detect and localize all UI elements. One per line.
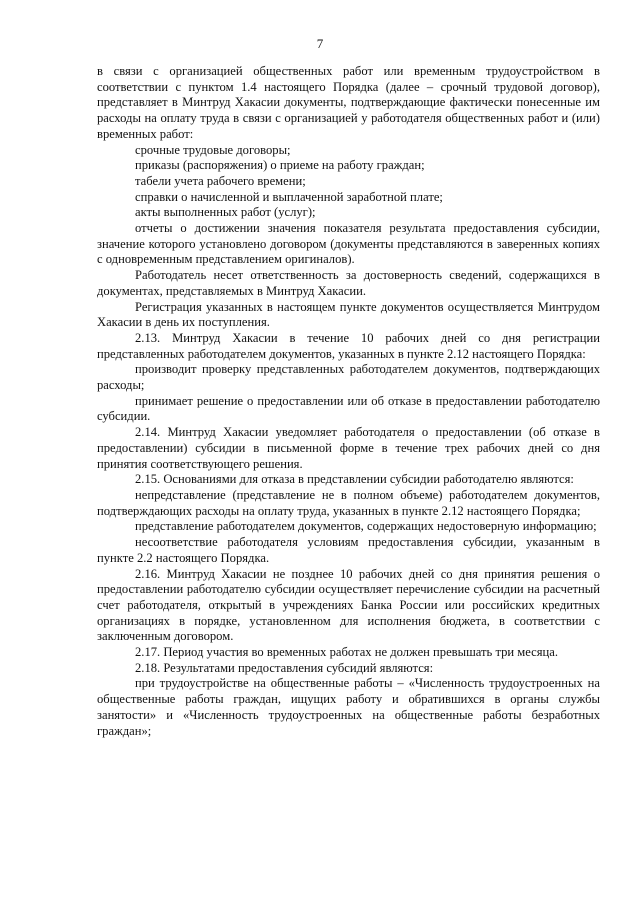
list-item-timesheets: табели учета рабочего времени; <box>135 173 306 188</box>
paragraph-nonsubmission: непредставление (представление не в полном объеме) работодателем документов, подтверждающих расходы на оплату труда, указанных в пункте 2.12 настоящего Порядка; <box>97 487 600 518</box>
paragraph-nonconformity: несоответствие работодателя условиям предоставления субсидии, указанным в пункте 2.2 настоящего Порядка. <box>97 535 600 565</box>
paragraph-registration: Регистрация указанных в настоящем пункте документов осуществляется Минтрудом Хакасии в день их поступления. <box>97 299 600 330</box>
paragraph-2-17: 2.17. Период участия во временных работах не должен превышать три месяца. <box>135 645 559 660</box>
paragraph-2-18: 2.18. Результатами предоставления субсидий являются: <box>135 660 434 675</box>
paragraph-2-16: 2.16. Минтруд Хакасии не позднее 10 рабочих дней со дня принятия решения о предоставлении работодателю субсидии осуществляет перечисление субсидии на расчетный счет работодателя, открытый в учреждениях Банка России или российских кредитных организациях в порядке, установленном для исполнения бюджета, в соответствии с заключенным договором. <box>97 566 600 644</box>
paragraph-2-15: 2.15. Основаниями для отказа в представлении субсидии работодателю являются: <box>135 472 574 487</box>
paragraph-responsibility: Работодатель несет ответственность за достоверность сведений, содержащихся в документах, представляемых в Минтруд Хакасии. <box>97 268 600 298</box>
paragraph-false-info: представление работодателем документов, содержащих недостоверную информацию; <box>135 519 597 534</box>
document-body <box>97 64 600 739</box>
paragraph-results: при трудоустройстве на общественные работы – «Численность трудоустроенных на общественные работы граждан, ищущих работу и обратившихся в органы службы занятости» и «Численность трудоустроенных на общественные работы безработных граждан»; <box>97 676 600 738</box>
list-item-acts: акты выполненных работ (услуг); <box>135 205 316 220</box>
paragraph-intro: в связи с организацией общественных работ или временным трудоустройством в соответствии с пунктом 1.4 настоящего Порядка (далее – срочный трудовой договор), представляет в Минтруд Хакасии документы, подтверждающие фактически понесенные им расходы на оплату труда в связи с организацией у работодателя общественных работ и (или) временных работ: <box>97 64 600 141</box>
page-number: 7 <box>316 36 324 51</box>
paragraph-verification: производит проверку представленных работодателем документов, подтверждающих расходы; <box>97 362 600 393</box>
list-item-salary-certificates: справки о начисленной и выплаченной заработной плате; <box>135 189 443 204</box>
paragraph-2-13: 2.13. Минтруд Хакасии в течение 10 рабочих дней со дня регистрации представленных работодателем документов, указанных в пункте 2.12 настоящего Порядка: <box>97 330 600 361</box>
paragraph-2-14: 2.14. Минтруд Хакасии уведомляет работодателя о предоставлении (об отказе в предоставлении) субсидии в письменной форме в течение трех рабочих дней со дня принятия соответствующего решения. <box>97 425 600 471</box>
list-item-contracts: срочные трудовые договоры; <box>135 142 291 157</box>
paragraph-reports: отчеты о достижении значения показателя результата предоставления субсидии, значение которого установлено договором (документы представляются в заверенных копиях с одновременным представлением оригиналов). <box>97 221 600 267</box>
list-item-orders: приказы (распоряжения) о приеме на работу граждан; <box>135 158 425 173</box>
paragraph-decision: принимает решение о предоставлении или об отказе в предоставлении работодателю субсидии. <box>97 393 600 424</box>
